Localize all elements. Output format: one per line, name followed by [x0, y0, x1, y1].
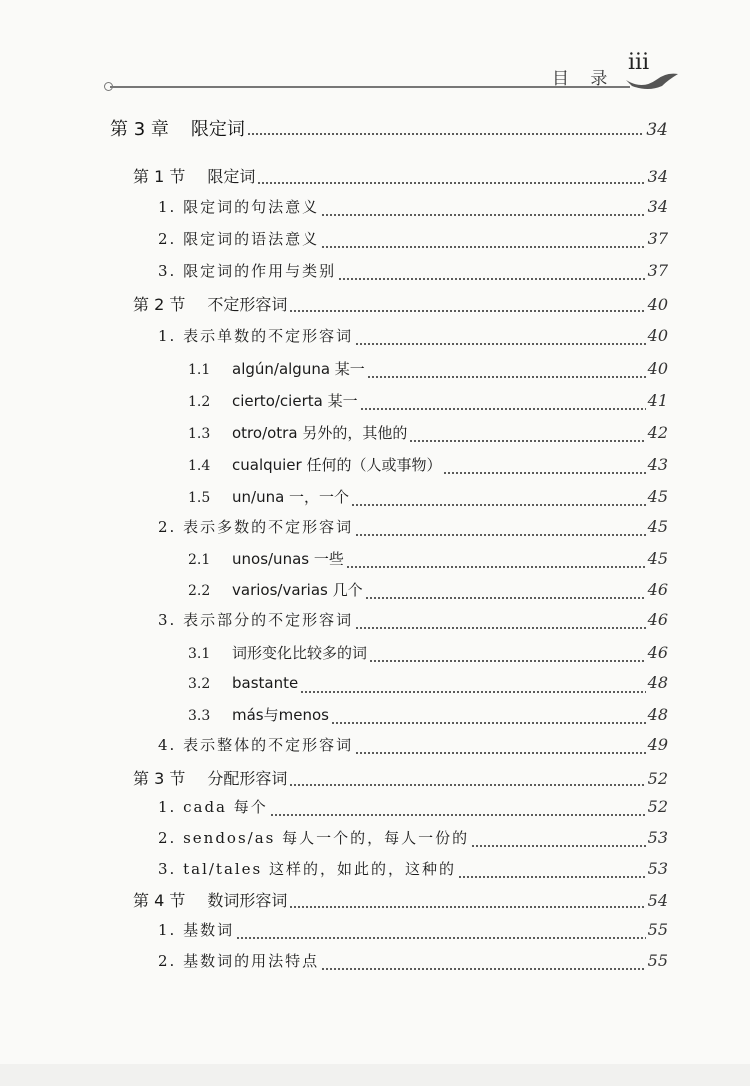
- toc-entry-page: 49: [647, 735, 668, 754]
- toc-entry-item[interactable]: [158, 919, 668, 945]
- toc-entry-section[interactable]: [133, 164, 668, 190]
- toc-entry-title: [188, 454, 441, 475]
- toc-entry-item[interactable]: [158, 950, 668, 976]
- toc-entry-page: 37: [647, 261, 668, 280]
- toc-entry-subitem[interactable]: [188, 454, 668, 480]
- dot-leader: [458, 873, 646, 879]
- dot-leader: [338, 275, 646, 281]
- dot-leader: [471, 842, 646, 848]
- toc-entry-number: 第 3 章: [110, 119, 169, 140]
- dot-leader: [351, 501, 646, 507]
- toc-entry-page: 37: [647, 229, 668, 248]
- toc-entry-item[interactable]: [158, 196, 668, 222]
- toc-entry-title: [133, 292, 287, 315]
- toc-entry-subitem[interactable]: [188, 390, 668, 416]
- toc-entry-title: [133, 888, 287, 911]
- toc-entry-title: [188, 358, 365, 379]
- toc-entry-text: 表示单数的不定形容词: [183, 327, 354, 345]
- toc-entry-text: cierto/cierta 某一: [232, 392, 358, 410]
- toc-entry-subitem[interactable]: [188, 673, 668, 699]
- toc-entry-page: 46: [647, 610, 668, 629]
- toc-entry-title: [158, 325, 353, 346]
- toc-entry-page: 43: [647, 455, 668, 474]
- toc-entry-number: 1.3: [188, 426, 211, 442]
- toc-entry-text: más与menos: [232, 706, 329, 724]
- page-number: iii: [628, 50, 650, 75]
- toc-entry-subitem[interactable]: [188, 358, 668, 384]
- dot-leader: [321, 965, 646, 971]
- toc-entry-text: bastante: [232, 674, 299, 692]
- toc-entry-page: 41: [647, 391, 668, 410]
- dot-leader: [289, 903, 645, 909]
- toc-entry-title: [133, 164, 255, 187]
- toc-entry-title: [158, 950, 319, 971]
- dot-leader: [321, 211, 646, 217]
- toc-entry-text: sendos/as 每人一个的，每人一份的: [183, 829, 470, 847]
- dot-leader: [331, 719, 646, 725]
- toc-entry-title: [188, 390, 358, 411]
- toc-entry-number: 2.: [158, 829, 177, 847]
- toc-entry-title: [188, 486, 349, 507]
- toc-entry-item[interactable]: [158, 796, 668, 822]
- toc-entry-text: 表示多数的不定形容词: [183, 518, 354, 536]
- toc-entry-number: 1.: [158, 198, 177, 216]
- toc-entry-title: [188, 642, 367, 663]
- toc-entry-page: 34: [647, 197, 668, 216]
- toc-entry-title: [188, 422, 407, 443]
- dot-leader: [355, 531, 646, 537]
- toc-entry-subitem[interactable]: [188, 548, 668, 574]
- toc-entry-subitem[interactable]: [188, 579, 668, 605]
- toc-entry-page: 42: [647, 423, 668, 442]
- toc-entry-text: 基数词: [183, 921, 235, 939]
- toc-entry-text: cada 每个: [183, 798, 268, 816]
- dot-leader: [257, 179, 645, 185]
- dot-leader: [367, 373, 646, 379]
- toc-entry-title: [158, 827, 469, 848]
- toc-entry-title: [188, 579, 363, 600]
- toc-entry-number: 第 4 节: [133, 891, 186, 910]
- toc-entry-number: 3.: [158, 262, 177, 280]
- toc-entry-title: [133, 766, 287, 789]
- toc-entry-text: 数词形容词: [207, 891, 288, 910]
- toc-entry-page: 53: [647, 859, 668, 878]
- toc-entry-page: 46: [647, 580, 668, 599]
- toc-entry-text: 限定词: [190, 119, 245, 140]
- toc-entry-number: 3.2: [188, 676, 211, 692]
- dot-leader: [443, 469, 645, 475]
- dot-leader: [289, 781, 645, 787]
- dot-leader: [300, 688, 645, 694]
- toc-entry-text: tal/tales 这样的，如此的，这种的: [183, 860, 457, 878]
- toc-entry-page: 55: [647, 951, 668, 970]
- toc-entry-page: 40: [647, 326, 668, 345]
- toc-entry-page: 55: [647, 920, 668, 939]
- running-header-title: 目 录: [552, 69, 616, 89]
- toc-entry-text: otro/otra 另外的，其他的: [232, 424, 408, 442]
- toc-entry-number: 4.: [158, 736, 177, 754]
- toc-entry-text: cualquier 任何的（人或事物）: [232, 456, 442, 474]
- toc-entry-title: [158, 919, 234, 940]
- toc-entry-number: 1.4: [188, 458, 211, 474]
- dot-leader: [346, 563, 646, 569]
- toc-entry-number: 2.2: [188, 583, 211, 599]
- toc-entry-page: 34: [646, 120, 668, 140]
- dot-leader: [355, 749, 646, 755]
- toc-entry-title: [188, 548, 344, 569]
- toc-entry-text: 基数词的用法特点: [183, 952, 320, 970]
- toc-entry-text: un/una 一，一个: [232, 488, 350, 506]
- toc-entry-text: 分配形容词: [207, 769, 288, 788]
- dot-leader: [355, 624, 646, 630]
- toc-entry-item[interactable]: [158, 734, 668, 760]
- toc-entry-page: 48: [647, 705, 668, 724]
- toc-entry-subitem[interactable]: [188, 422, 668, 448]
- toc-entry-page: 45: [647, 517, 668, 536]
- toc-entry-item[interactable]: [158, 609, 668, 635]
- toc-entry-text: unos/unas 一些: [232, 550, 344, 568]
- toc-entry-number: 第 3 节: [133, 769, 186, 788]
- toc-entry-subitem[interactable]: [188, 642, 668, 668]
- dot-leader: [369, 657, 646, 663]
- toc-entry-number: 2.: [158, 230, 177, 248]
- toc-entry-number: 2.: [158, 518, 177, 536]
- toc-entry-number: 1.2: [188, 394, 211, 410]
- toc-entry-subitem[interactable]: [188, 704, 668, 730]
- toc-entry-section[interactable]: [133, 888, 668, 914]
- toc-entry-section[interactable]: [133, 766, 668, 792]
- toc-entry-title: [188, 704, 329, 725]
- toc-entry-title: [158, 734, 353, 755]
- toc-entry-item[interactable]: [158, 516, 668, 542]
- toc-entry-title: [110, 115, 245, 141]
- toc-entry-text: varios/varias 几个: [232, 581, 363, 599]
- toc-entry-number: 3.: [158, 860, 177, 878]
- toc-entry-title: [158, 228, 319, 249]
- toc-entry-item[interactable]: [158, 858, 668, 884]
- toc-entry-text: 限定词的语法意义: [183, 230, 320, 248]
- toc-entry-title: [158, 260, 336, 281]
- toc-entry-number: 1.: [158, 798, 177, 816]
- toc-entry-text: 词形变化比较多的词: [232, 644, 368, 662]
- toc-entry-item[interactable]: [158, 325, 668, 351]
- toc-entry-number: 3.1: [188, 646, 211, 662]
- dot-leader: [321, 243, 646, 249]
- toc-entry-text: 表示整体的不定形容词: [183, 736, 354, 754]
- toc-entry-page: 46: [647, 643, 668, 662]
- toc-entry-title: [158, 196, 319, 217]
- toc-entry-text: 限定词的作用与类别: [183, 262, 337, 280]
- toc-entry-title: [188, 674, 298, 692]
- dot-leader: [289, 307, 645, 313]
- toc-entry-title: [158, 516, 353, 537]
- toc-entry-title: [158, 796, 268, 817]
- dot-leader: [360, 405, 646, 411]
- toc-entry-number: 第 2 节: [133, 295, 186, 314]
- dot-leader: [409, 437, 645, 443]
- toc-entry-title: [158, 858, 456, 879]
- toc-entry-page: 45: [647, 487, 668, 506]
- dot-leader: [270, 811, 646, 817]
- toc-entry-item[interactable]: [158, 827, 668, 853]
- toc-entry-page: 52: [647, 797, 668, 816]
- toc-entry-page: 34: [647, 167, 668, 186]
- toc-entry-number: 第 1 节: [133, 167, 186, 186]
- toc-entry-subitem[interactable]: [188, 486, 668, 512]
- toc-entry-title: [158, 609, 353, 630]
- scan-bottom-edge: [0, 1064, 750, 1086]
- toc-entry-page: 45: [647, 549, 668, 568]
- toc-entry-page: 54: [647, 891, 668, 910]
- toc-entry-page: 40: [647, 359, 668, 378]
- toc-entry-number: 3.: [158, 611, 177, 629]
- toc-entry-number: 1.: [158, 327, 177, 345]
- toc-entry-chapter[interactable]: [110, 115, 668, 141]
- toc-entry-item[interactable]: [158, 260, 668, 286]
- toc-entry-number: 1.5: [188, 490, 211, 506]
- dot-leader: [355, 340, 646, 346]
- toc-entry-number: 1.1: [188, 362, 211, 378]
- toc-entry-page: 40: [647, 295, 668, 314]
- dot-leader: [365, 594, 646, 600]
- toc-entry-number: 2.1: [188, 552, 211, 568]
- toc-entry-item[interactable]: [158, 228, 668, 254]
- toc-entry-text: 限定词的句法意义: [183, 198, 320, 216]
- toc-entry-number: 3.3: [188, 708, 211, 724]
- toc-entry-page: 52: [647, 769, 668, 788]
- toc-entry-section[interactable]: [133, 292, 668, 318]
- dot-leader: [236, 934, 646, 940]
- toc-entry-text: 不定形容词: [207, 295, 288, 314]
- dot-leader: [247, 130, 644, 136]
- toc-entry-page: 48: [647, 673, 668, 692]
- toc-entry-number: 2.: [158, 952, 177, 970]
- toc-entry-text: 限定词: [207, 167, 256, 186]
- toc-entry-text: algún/alguna 某一: [232, 360, 365, 378]
- toc-entry-number: 1.: [158, 921, 177, 939]
- toc-entry-text: 表示部分的不定形容词: [183, 611, 354, 629]
- toc-entry-page: 53: [647, 828, 668, 847]
